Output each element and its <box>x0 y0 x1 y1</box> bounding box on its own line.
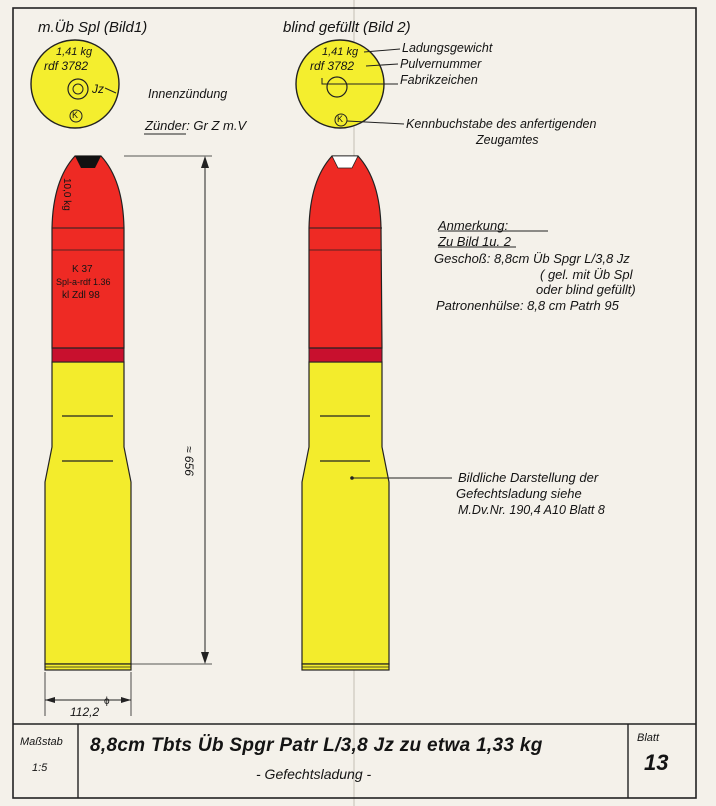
innenzuendung-label: Innenzündung <box>148 87 228 101</box>
notes-line5: Patronenhülse: 8,8 cm Patrh 95 <box>436 298 619 313</box>
cartridge-1 <box>45 156 131 670</box>
cartridge2-case <box>302 362 389 664</box>
bild2-disc-k: K <box>337 114 344 124</box>
zuender-label: Zünder: Gr Z m.V <box>145 118 247 133</box>
body-mark-line3: kl Zdl 98 <box>62 290 100 301</box>
cartridge-2 <box>302 156 389 670</box>
cartridge2-projectile <box>309 156 382 348</box>
blatt-label: Blatt <box>637 732 660 744</box>
notes-line4: oder blind gefüllt) <box>536 282 636 297</box>
bild2-title: blind gefüllt (Bild 2) <box>283 19 411 36</box>
diameter-dimension-text: 112,2 <box>70 705 100 719</box>
bild2-disc-powder: rdf 3782 <box>310 59 355 73</box>
diameter-symbol: ϕ <box>104 696 110 707</box>
cartridge1-case <box>45 362 131 664</box>
drawing-note-line3: M.Dv.Nr. 190,4 A10 Blatt 8 <box>458 503 605 517</box>
blatt-value: 13 <box>644 750 669 775</box>
bild1-disc-jz: Jz <box>92 82 104 96</box>
notes-line3: ( gel. mit Üb Spl <box>540 267 633 282</box>
cartridge2-driving-band <box>309 348 382 362</box>
pulvernummer-label: Pulvernummer <box>400 57 482 71</box>
drawing-note-line2: Gefechtsladung siehe <box>456 486 582 501</box>
ladungsgewicht-label: Ladungsgewicht <box>402 41 493 55</box>
footer-subtitle: - Gefechtsladung - <box>256 766 372 782</box>
length-dimension <box>124 156 212 664</box>
bild1-disc-k: K <box>72 110 79 120</box>
kennbuchstabe-label-1: Kennbuchstabe des anfertigenden <box>406 117 597 131</box>
notes-line2: Geschoß: 8,8cm Üb Spgr L/3,8 Jz <box>434 251 630 266</box>
bild1-disc-weight: 1,41 kg <box>56 46 93 58</box>
length-dimension-text: ≈ 656 <box>182 446 196 476</box>
drawing-note-line1: Bildliche Darstellung der <box>458 470 599 485</box>
footer-title: 8,8cm Tbts Üb Spgr Patr L/3,8 Jz zu etwa 1,33 kg <box>90 735 543 756</box>
fabrikzeichen-label: Fabrikzeichen <box>400 73 478 87</box>
notes-line1: Zu Bild 1u. 2 <box>438 234 511 249</box>
massstab-value: 1:5 <box>32 762 48 774</box>
notes-heading: Anmerkung: <box>438 218 509 233</box>
massstab-label: Maßstab <box>20 736 63 748</box>
bild2-disc-weight: 1,41 kg <box>322 46 359 58</box>
cartridge1-driving-band <box>52 348 124 362</box>
bild1-disc-powder: rdf 3782 <box>44 59 89 73</box>
body-mark-line2: Spl-a-rdf 1.36 <box>56 277 111 287</box>
bild1-title: m.Üb Spl (Bild1) <box>38 19 148 36</box>
nose-weight-mark: 10,0 kg <box>61 178 72 211</box>
kennbuchstabe-label-2: Zeugamtes <box>476 133 539 147</box>
body-mark-line1: K 37 <box>72 264 93 275</box>
